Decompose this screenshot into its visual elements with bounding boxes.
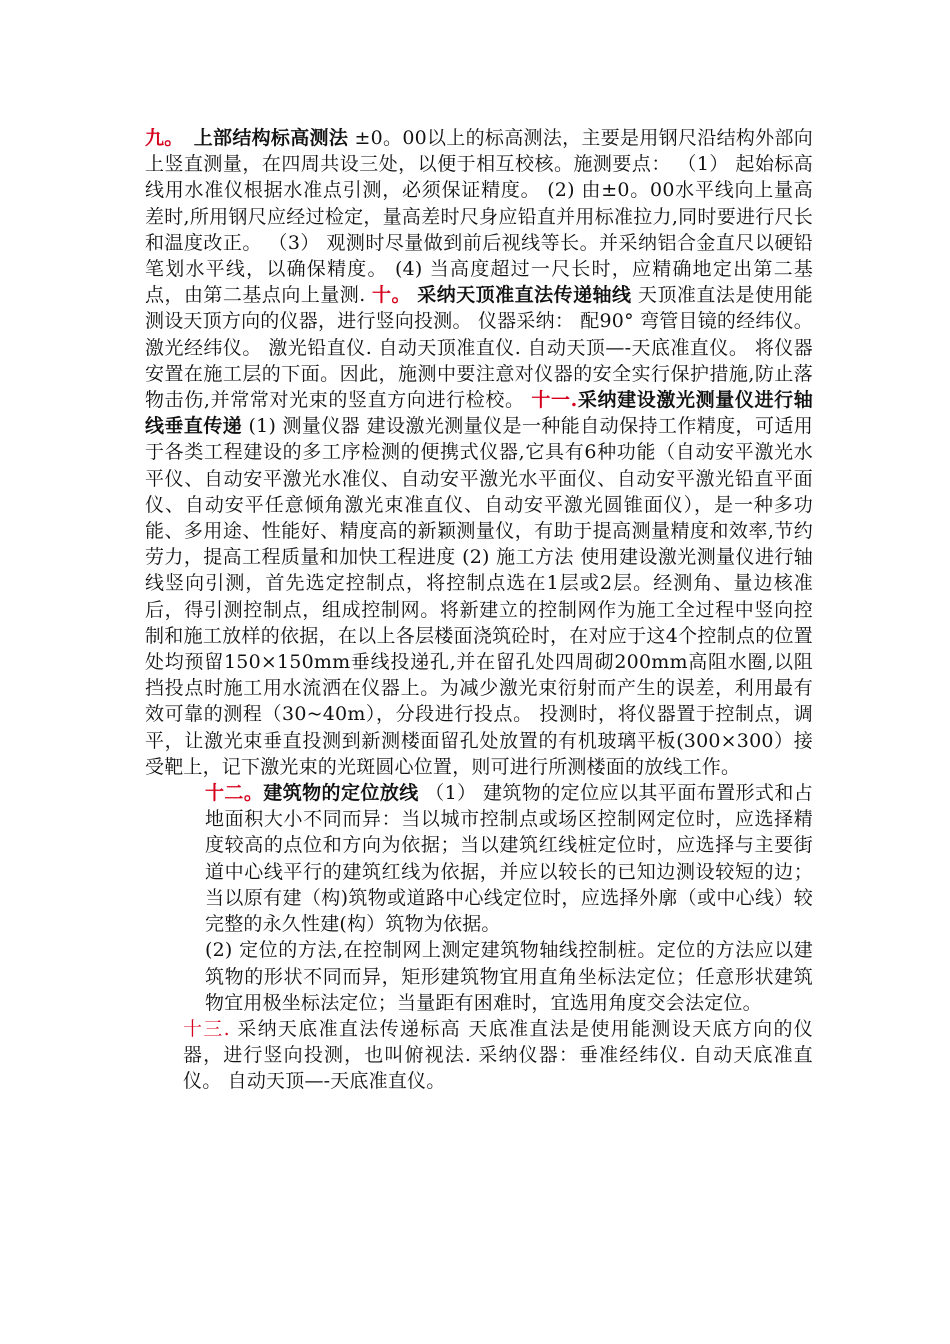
section-10-body: 天顶准直法是使用能测设天顶方向的仪器，进行竖向投测。 仪器采纳： 配90° 弯管目镜的经纬仪。 激光经纬仪。 激光铅直仪. 自动天顶准直仪. 自动天顶—-天底准直仪。 将仪器安置在施工层的下面。因此，施测中要注意对仪器的安全实行保护措施,防止落物击伤,并常常对光束的竖直方向进行检校。: [145, 284, 813, 412]
paragraph-section-12-method: [145, 937, 813, 1016]
section-9-body: ±0。00以上的标高测法，主要是用钢尺沿结构外部向上竖直测量，在四周共设三处，以便于相互校核。施测要点： （1） 起始标高线用水准仪根据水准点引测，必须保证精度。 (2) 由±0。00水平线向上量高差时,所用钢尺应经过检定，量高差时尺身应铅直并用标准拉力,同时要进行尺长和温度改正。 （3） 观测时尽量做到前后视线等长。并采纳铝合金直尺以硬铅笔划水平线，以确保精度。 (4) 当高度超过一尺长时，应精确地定出第二基点，由第二基点向上量测.: [145, 127, 813, 307]
section-11-number: 十一.: [531, 389, 578, 412]
section-13-title: 采纳天底准直法传递标高: [229, 1017, 462, 1040]
paragraph-section-12: [145, 780, 813, 937]
paragraph-section-13: [145, 1016, 813, 1095]
section-11-title: 采纳建设激光测量仪进行轴线垂直传递: [145, 389, 813, 438]
section-10-title: 采纳天顶准直法传递轴线: [416, 284, 632, 307]
section-13-body: 天底准直法是使用能测设天底方向的仪器，进行竖向投测，也叫俯视法. 采纳仪器：垂准经纬仪. 自动天底准直仪。 自动天顶—-天底准直仪。: [183, 1017, 813, 1093]
section-9-number: 九。: [145, 127, 184, 149]
section-12-title: 建筑物的定位放线: [263, 782, 419, 805]
section-12-number: 十二。: [205, 782, 264, 805]
paragraph-section-9-11: [145, 125, 813, 780]
section-12-body-2: (2) 定位的方法,在控制网上测定建筑物轴线控制桩。定位的方法应以建筑物的形状不同而异，矩形建筑物宜用直角坐标法定位；任意形状建筑物宜用极坐标法定位；当量距有困难时，宜选用角度交会法定位。: [205, 939, 813, 1014]
section-12-body: （1） 建筑物的定位应以其平面布置形式和占地面积大小不同而异：当以城市控制点或场区控制网定位时，应选择精度较高的点位和方向为依据；当以建筑红线桩定位时，应选择与主要街道中心线平行的建筑红线为依据，并应以较长的已知边测设较短的边；当以原有建（构)筑物或道路中心线定位时，应选择外廓（或中心线）较完整的永久性建(构）筑物为依据。: [205, 782, 813, 936]
section-13-number: 十三.: [183, 1017, 230, 1040]
document-body: [145, 125, 813, 1095]
section-11-body: (1) 测量仪器 建设激光测量仪是一种能自动保持工作精度，可适用于各类工程建设的多工序检测的便携式仪器,它具有6种功能（自动安平激光水平仪、自动安平激光水准仪、自动安平激光水平面仪、自动安平激光铅直平面仪、自动安平任意倾角激光束准直仪、自动安平激光圆锥面仪），是一种多功能、多用途、性能好、精度高的新颖测量仪，有助于提高测量精度和效率,节约劳力，提高工程质量和加快工程进度 (2) 施工方法 使用建设激光测量仪进行轴线竖向引测，首先选定控制点，将控制点选在1层或2层。经测角、量边核准后，得引测控制点，组成控制网。将新建立的控制网作为施工全过程中竖向控制和施工放样的依据，在以上各层楼面浇筑砼时，在对应于这4个控制点的位置处均预留150×150mm垂线投递孔,并在留孔处四周砌200mm高阻水圈,以阻挡投点时施工用水流洒在仪器上。为减少激光束衍射而产生的误差，利用最有效可靠的测程（30~40m），分段进行投点。 投测时，将仪器置于控制点，调平，让激光束垂直投测到新测楼面留孔处放置的有机玻璃平板(300×300）接受靶上，记下激光束的光斑圆心位置，则可进行所测楼面的放线工作。: [145, 415, 813, 778]
section-10-number: 十。: [372, 284, 411, 307]
section-9-title: 上部结构标高测法: [193, 127, 349, 149]
